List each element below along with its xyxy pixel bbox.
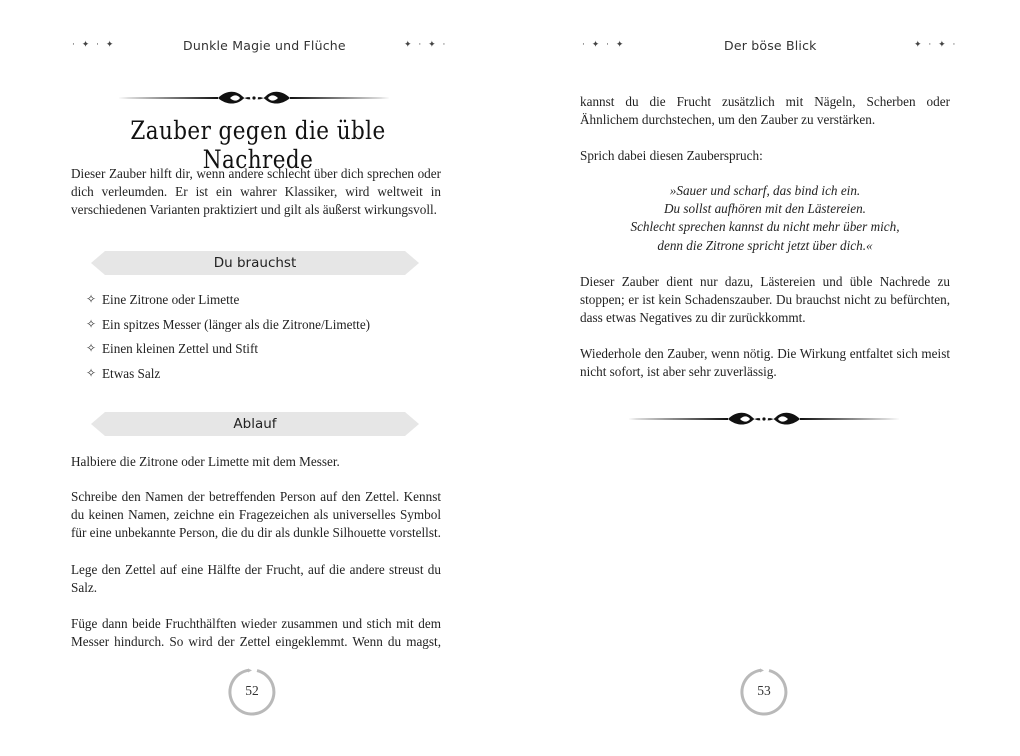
section-banner-steps — [91, 412, 419, 436]
head-ornament-left: · ✦ · ✦ — [72, 40, 116, 50]
section-heading-needs: Du brauchst — [213, 255, 297, 271]
running-head-left: Dunkle Magie und Flüche — [183, 38, 346, 53]
page-number-badge — [739, 667, 789, 717]
list-item-text: Einen kleinen Zettel und Stift — [102, 341, 259, 356]
head-ornament-right: ✦ · ✦ · — [914, 40, 958, 50]
step-paragraph-2: Schreibe den Namen der betreffenden Person auf den Zettel. Kennst du keinen Namen, zeichne ein Fragezeichen als universelles Symbol für eine unbekannte Person, die du dir als dunkle Silhouette vorstellst. — [71, 489, 441, 541]
spell-intro: Sprich dabei diesen Zauberspruch: — [580, 148, 763, 163]
list-item — [86, 366, 370, 391]
spell-line: »Sauer und scharf, das bind ich ein. — [669, 183, 861, 198]
step-paragraph-1: Halbiere die Zitrone oder Limette mit dem Messer. — [71, 454, 340, 469]
running-head-right: Der böse Blick — [724, 38, 817, 53]
intro-paragraph: Dieser Zauber hilft dir, wenn andere schlecht über dich sprechen oder dich verleumden. Er ist ein wahrer Klassiker, wird weltweit in verschiedenen Varianten praktiziert und gilt als äußerst wirkungsvoll. — [71, 166, 441, 218]
sparkle-bullet-icon: ✧ — [86, 292, 97, 306]
page-number-badge — [227, 667, 277, 717]
list-item — [86, 341, 370, 366]
list-item-text: Etwas Salz — [102, 365, 161, 381]
page-number: 52 — [245, 683, 259, 698]
closing-paragraph-1: Dieser Zauber dient nur dazu, Lästereien und üble Nachrede zu stoppen; er ist kein Schadenszauber. Du brauchst nicht zu befürchten, dass etwas Negatives zu dir zurückkommt. — [580, 274, 950, 326]
list-item — [86, 317, 370, 342]
list-item-text: Ein spitzes Messer (länger als die Zitrone/Limette) — [102, 316, 371, 332]
step-paragraph-3: Lege den Zettel auf eine Hälfte der Frucht, auf die andere streust du Salz. — [71, 562, 441, 596]
head-ornament-left: · ✦ · ✦ — [582, 40, 626, 50]
page-title: Zauber gegen die üble Nachrede — [130, 116, 386, 174]
step-paragraph-4: Füge dann beide Fruchthälften wieder zusammen und stich mit dem Messer hindurch. So wird der Zettel eingeklemmt. Wenn du magst, — [71, 616, 441, 650]
sparkle-bullet-icon: ✧ — [86, 341, 97, 355]
spell-line: Du sollst aufhören mit den Lästereien. — [664, 201, 866, 217]
closing-ornament-divider — [628, 409, 900, 429]
ingredients-list — [86, 292, 370, 390]
list-item — [86, 292, 370, 317]
list-item-text: Eine Zitrone oder Limette — [102, 292, 240, 307]
spell-line: denn die Zitrone spricht jetzt über dich.« — [657, 237, 873, 253]
spell-line: Schlecht sprechen kannst du nicht mehr über mich, — [630, 219, 900, 235]
continuation-paragraph: kannst du die Frucht zusätzlich mit Nägeln, Scherben oder Ähnlichem durchstechen, um den Zauber zu verstärken. — [580, 94, 950, 128]
section-heading-steps: Ablauf — [233, 416, 277, 432]
closing-paragraph-2: Wiederhole den Zauber, wenn nötig. Die Wirkung entfaltet sich meist nicht sofort, ist aber sehr zuverlässig. — [580, 346, 950, 380]
page-number: 53 — [757, 683, 771, 698]
spell-quote — [580, 182, 950, 255]
title-ornament-divider — [118, 88, 390, 108]
section-banner-needs — [91, 251, 419, 275]
sparkle-bullet-icon: ✧ — [86, 365, 97, 380]
head-ornament-right: ✦ · ✦ · — [404, 40, 448, 50]
sparkle-bullet-icon: ✧ — [86, 316, 97, 331]
